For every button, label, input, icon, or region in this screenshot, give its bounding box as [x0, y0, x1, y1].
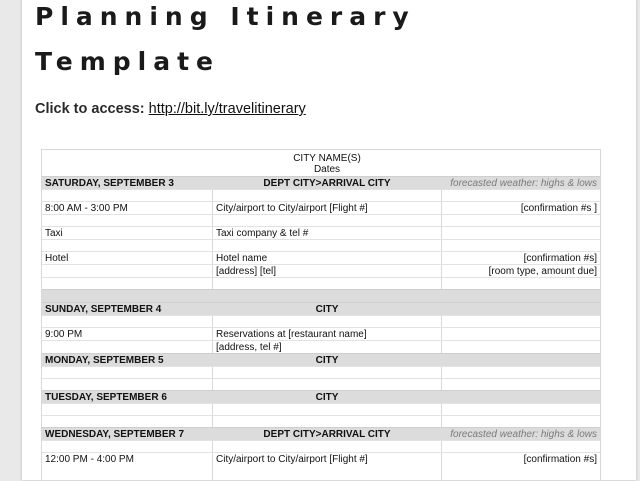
table-row — [42, 277, 600, 289]
weather-note — [442, 354, 600, 366]
route-label: DEPT CITY>ARRIVAL CITY — [263, 428, 391, 440]
notes-cell — [442, 227, 600, 239]
document-page — [22, 0, 636, 480]
route-label: CITY — [315, 391, 339, 403]
table-row — [42, 201, 600, 214]
weather-note — [442, 391, 600, 403]
table-row — [42, 452, 600, 465]
day-header-row — [42, 302, 600, 315]
notes-cell — [442, 328, 600, 340]
weather-note: forecasted weather: highs & lows — [450, 428, 597, 440]
route-label: DEPT CITY>ARRIVAL CITY — [263, 177, 391, 189]
table-row — [42, 226, 600, 239]
table-row — [42, 251, 600, 264]
notes-cell: [confirmation #s] — [523, 453, 597, 465]
notes-cell: [confirmation #s ] — [520, 202, 597, 214]
day-label: TUESDAY, SEPTEMBER 6 — [45, 391, 167, 403]
details-cell: Reservations at [restaurant name] — [216, 328, 367, 340]
day-header-row — [42, 353, 600, 366]
time-cell: Hotel — [45, 252, 69, 264]
day-label: WEDNESDAY, SEPTEMBER 7 — [45, 428, 185, 440]
time-cell: 9:00 PM — [45, 328, 83, 340]
notes-cell: [room type, amount due] — [488, 265, 597, 277]
details-cell: Hotel name — [216, 252, 268, 264]
day-header-row — [42, 427, 600, 440]
header-dates: Dates — [313, 164, 341, 175]
route-label: CITY — [315, 354, 339, 366]
day-header-row — [42, 390, 600, 403]
time-cell — [42, 341, 212, 353]
table-row — [42, 214, 600, 226]
weather-note: forecasted weather: highs & lows — [450, 177, 597, 189]
notes-cell — [442, 341, 600, 353]
table-row — [42, 415, 600, 427]
document-title-line-1: Planning Itinerary — [35, 2, 416, 31]
table-row — [42, 440, 600, 452]
access-label: Click to access: — [35, 101, 145, 117]
details-cell: [address] [tel] — [216, 265, 277, 277]
weather-note — [442, 303, 600, 315]
header-city-names: CITY NAME(S) — [293, 153, 361, 164]
day-header-row — [42, 176, 600, 189]
table-row — [42, 289, 600, 302]
notes-cell: [confirmation #s] — [523, 252, 597, 264]
time-cell: Taxi — [45, 227, 63, 239]
details-cell: [address, tel #] — [216, 341, 282, 353]
access-link[interactable]: http://bit.ly/travelitinerary — [148, 101, 306, 117]
table-row — [42, 378, 600, 390]
time-cell: 8:00 AM - 3:00 PM — [45, 202, 128, 214]
day-label: SUNDAY, SEPTEMBER 4 — [45, 303, 162, 315]
table-row — [42, 239, 600, 251]
time-cell: 12:00 PM - 4:00 PM — [45, 453, 134, 465]
table-row — [42, 315, 600, 327]
day-label: MONDAY, SEPTEMBER 5 — [45, 354, 164, 366]
details-cell: City/airport to City/airport [Flight #] — [216, 453, 368, 465]
table-row — [42, 366, 600, 378]
details-cell: City/airport to City/airport [Flight #] — [216, 202, 368, 214]
day-label: SATURDAY, SEPTEMBER 3 — [45, 177, 174, 189]
access-line — [35, 101, 306, 117]
time-cell — [42, 265, 212, 277]
details-cell: Taxi company & tel # — [216, 227, 309, 239]
document-title-line-2: Template — [35, 47, 220, 76]
table-row — [42, 189, 600, 201]
table-row — [42, 340, 600, 353]
route-label: CITY — [315, 303, 339, 315]
table-row — [42, 264, 600, 277]
table-row — [42, 403, 600, 415]
table-row — [42, 327, 600, 340]
itinerary-table — [41, 149, 601, 481]
